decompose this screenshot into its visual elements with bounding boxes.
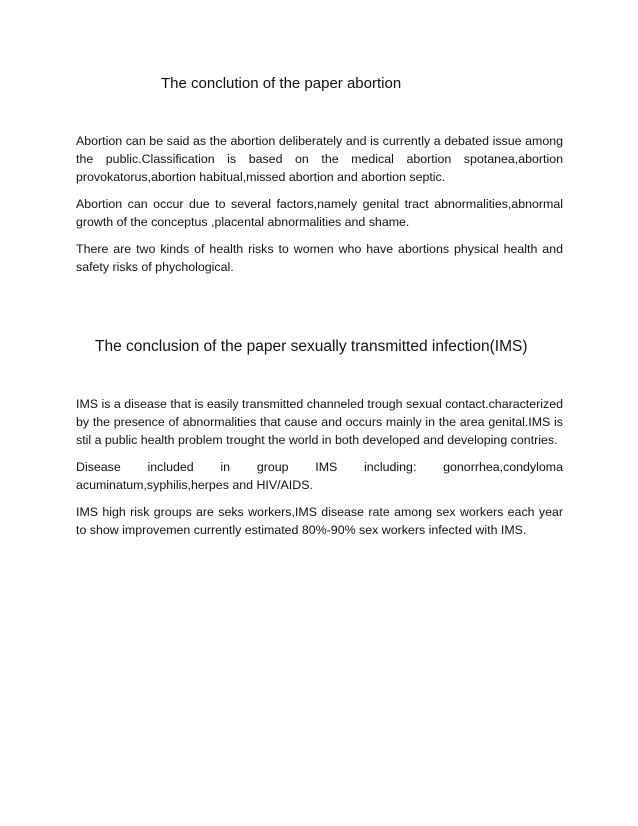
paragraph-ims-diseases: Disease included in group IMS including: gonorrhea,condyloma acuminatum,syphilis,herpes and HIV/AIDS. (76, 460, 563, 492)
heading-ims-conclusion: The conclusion of the paper sexually transmitted infection(IMS) (95, 338, 528, 355)
paragraph-abortion-definition: Abortion can be said as the abortion deliberately and is currently a debated issue among the public.Classification is based on the medical abortion spotanea,abortion provokatorus,abortion habitual,missed abortion and abortion septic. (76, 134, 563, 184)
paragraph-ims-risk-groups: IMS high risk groups are seks workers,IMS disease rate among sex workers each year to show improvemen currently estimated 80%-90% sex workers infected with IMS. (76, 505, 563, 537)
paragraph-abortion-causes: Abortion can occur due to several factors,namely genital tract abnormalities,abnormal growth of the conceptus ,placental abnormalities and shame. (76, 197, 563, 229)
paragraph-abortion-risks: There are two kinds of health risks to women who have abortions physical health and safety risks of phychological. (76, 242, 563, 274)
section-abortion (76, 132, 563, 285)
heading-abortion-conclusion: The conclution of the paper abortion (161, 75, 402, 92)
paragraph-ims-definition: IMS is a disease that is easily transmitted channeled trough sexual contact.characterized by the presence of abnormalities that cause and occurs mainly in the area genital.IMS is stil a public health problem trought the world in both developed and developing contries. (76, 397, 563, 447)
section-ims (76, 395, 563, 548)
